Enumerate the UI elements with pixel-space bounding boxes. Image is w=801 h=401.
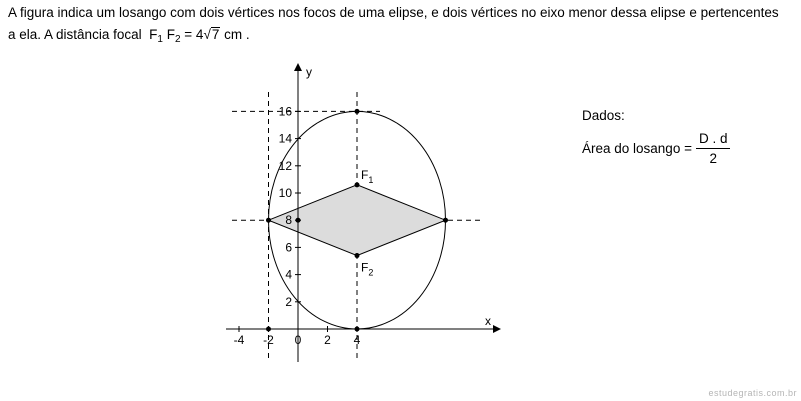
- equals-four: = 4: [184, 27, 204, 42]
- given-data: [582, 108, 730, 166]
- sqrt-radicand: 7: [211, 27, 220, 42]
- key-point: [296, 218, 301, 223]
- f2-letter: F: [166, 27, 175, 42]
- key-point: [443, 218, 448, 223]
- y-tick-label: 8: [285, 213, 292, 228]
- f1-subscript: 1: [157, 34, 163, 45]
- x-tick-label: -2: [263, 333, 274, 347]
- x-tick-label: 2: [324, 333, 331, 347]
- key-point: [355, 182, 360, 187]
- x-tick-label: 0: [294, 333, 302, 347]
- problem-line-2-prefix: a ela. A distância focal: [8, 27, 142, 42]
- problem-line-1: A figura indica um losango com dois vértices nos focos de uma elipse, e dois vértices no eixo menor dessa elipse e pertencentes: [8, 5, 779, 20]
- formula-label: Área do losango =: [582, 141, 692, 156]
- key-point: [355, 253, 360, 258]
- key-point: [266, 218, 271, 223]
- dados-title: Dados:: [582, 108, 625, 123]
- unit: cm .: [224, 27, 250, 42]
- f2-subscript: 2: [174, 34, 181, 45]
- y-tick-label: 12: [278, 158, 292, 173]
- figure-drawing: [226, 64, 500, 362]
- y-tick-label: 14: [278, 131, 292, 146]
- key-point: [266, 327, 271, 332]
- y-tick-label: 4: [285, 267, 292, 282]
- y-axis-label: y: [306, 65, 312, 79]
- fraction: [696, 131, 731, 166]
- f1-letter: F: [149, 27, 158, 42]
- fraction-numerator: D . d: [696, 131, 731, 149]
- y-tick-label: 6: [285, 240, 292, 255]
- x-tick-label: 4: [353, 333, 361, 347]
- fraction-denominator: 2: [709, 151, 717, 166]
- focus-2-label: $F_2$: [361, 260, 374, 278]
- area-formula: [582, 131, 730, 166]
- y-tick-label: 2: [285, 294, 292, 309]
- y-tick-label: 16: [278, 104, 292, 119]
- y-tick-label: 10: [278, 186, 292, 200]
- x-axis-label: x: [485, 314, 491, 328]
- key-point: [355, 327, 360, 332]
- sqrt-symbol: √: [203, 27, 211, 42]
- key-point: [355, 109, 360, 114]
- watermark: estudegratis.com.br: [708, 388, 797, 398]
- x-tick-label: -4: [233, 333, 245, 347]
- focus-1-label: $F_1$: [361, 167, 374, 185]
